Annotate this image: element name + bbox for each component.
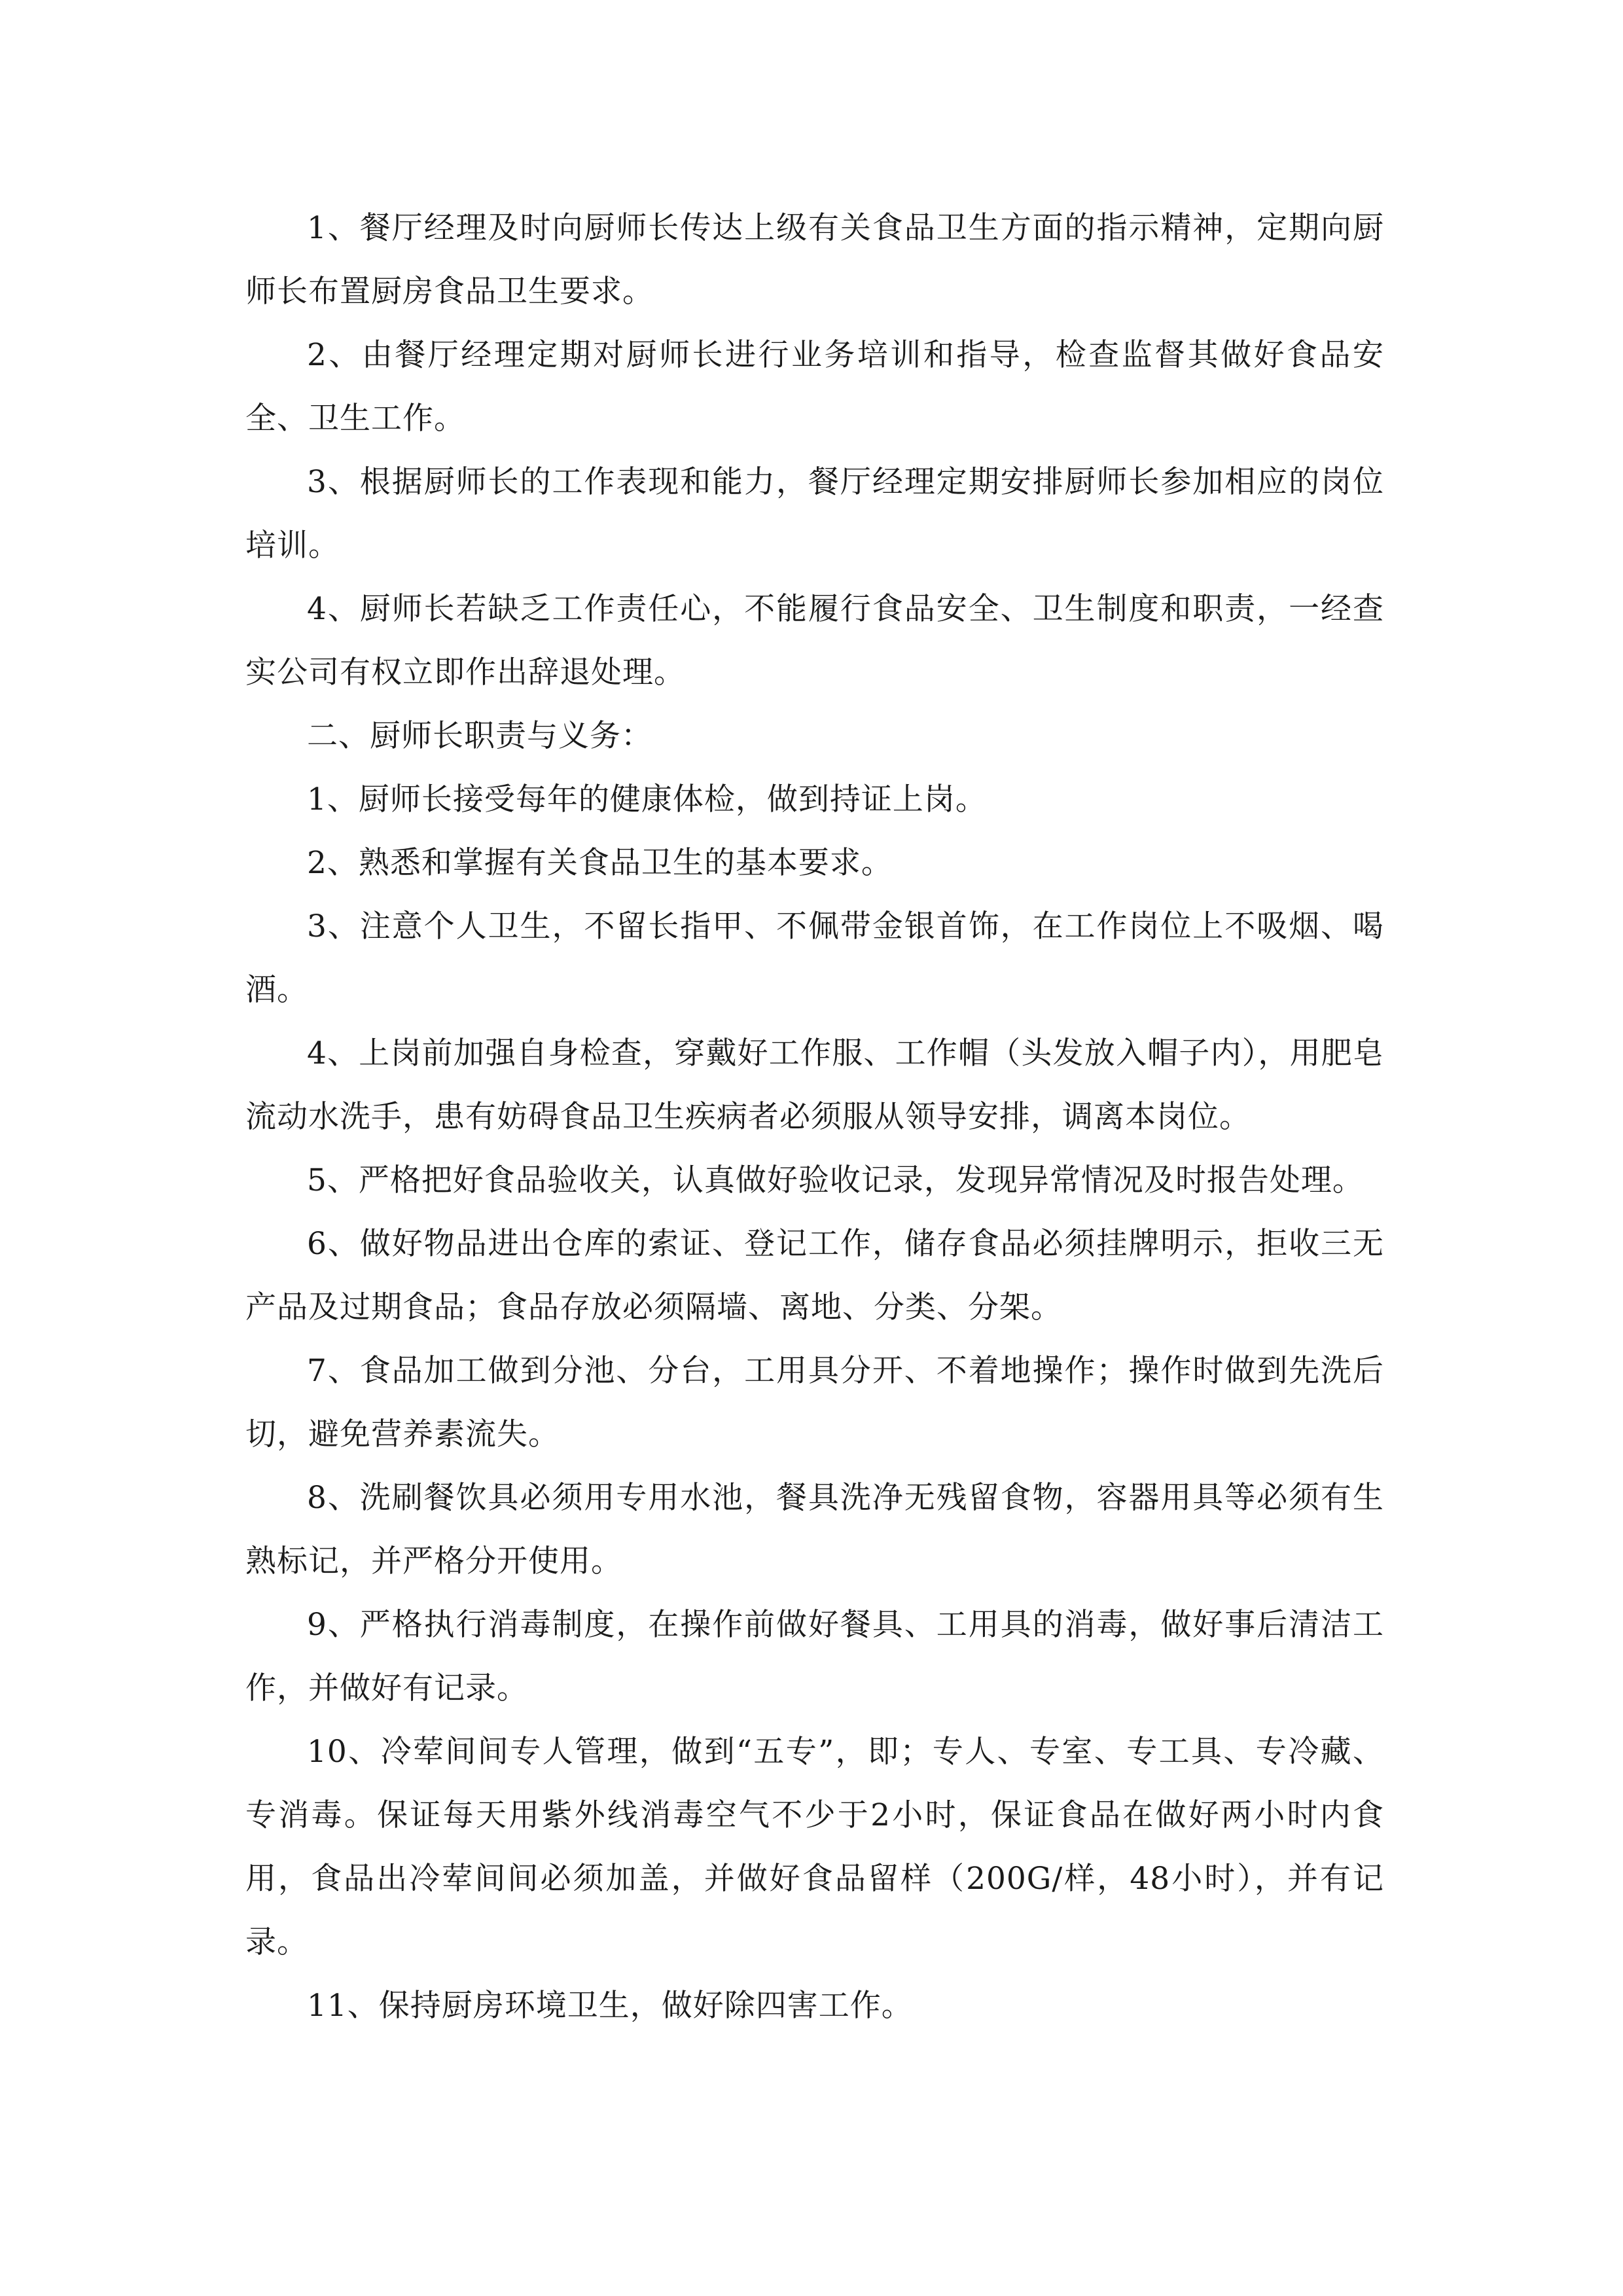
duty-item-1: 1、厨师长接受每年的健康体检，做到持证上岗。 xyxy=(307,781,987,817)
duty-item-4: 4、上岗前加强自身检查，穿戴好工作服、工作帽（头发放入帽子内），用肥皂流动水洗手，患有妨碍食品卫生疾病者必须服从领导安排，调离本岗位。 xyxy=(245,1035,1384,1135)
duty-item-2: 2、熟悉和掌握有关食品卫生的基本要求。 xyxy=(307,845,893,881)
duty-item-6: 6、做好物品进出仓库的索证、登记工作，储存食品必须挂牌明示，拒收三无产品及过期食品；食品存放必须隔墙、离地、分类、分架。 xyxy=(245,1226,1384,1325)
duty-item-11: 11、保持厨房环境卫生，做好除四害工作。 xyxy=(307,1988,913,2024)
duty-item-7: 7、食品加工做到分池、分台，工用具分开、不着地操作；操作时做到先洗后切，避免营养素流失。 xyxy=(245,1353,1384,1452)
section-heading: 二、厨师长职责与义务： xyxy=(307,718,652,754)
duty-item-8: 8、洗刷餐饮具必须用专用水池，餐具洗净无残留食物，容器用具等必须有生熟标记，并严格分开使用。 xyxy=(245,1480,1384,1579)
paragraph-1: 1、餐厅经理及时向厨师长传达上级有关食品卫生方面的指示精神，定期向厨师长布置厨房食品卫生要求。 xyxy=(245,210,1384,310)
document-page xyxy=(245,196,1384,2037)
paragraph-3: 3、根据厨师长的工作表现和能力，餐厅经理定期安排厨师长参加相应的岗位培训。 xyxy=(245,464,1384,564)
paragraph-2: 2、由餐厅经理定期对厨师长进行业务培训和指导，检查监督其做好食品安全、卫生工作。 xyxy=(245,337,1384,437)
paragraph-4: 4、厨师长若缺乏工作责任心，不能履行食品安全、卫生制度和职责，一经查实公司有权立即作出辞退处理。 xyxy=(245,591,1384,691)
duty-item-10: 10、冷荤间间专人管理，做到“五专”，即；专人、专室、专工具、专冷藏、专消毒。保证每天用紫外线消毒空气不少于2小时，保证食品在做好两小时内食用，食品出冷荤间间必须加盖，并做好食品留样（200G/样，48小时），并有记录。 xyxy=(245,1734,1384,1960)
duty-item-5: 5、严格把好食品验收关，认真做好验收记录，发现异常情况及时报告处理。 xyxy=(307,1162,1364,1198)
duty-item-9: 9、严格执行消毒制度，在操作前做好餐具、工用具的消毒，做好事后清洁工作，并做好有记录。 xyxy=(245,1607,1384,1706)
duty-item-3: 3、注意个人卫生，不留长指甲、不佩带金银首饰，在工作岗位上不吸烟、喝酒。 xyxy=(245,908,1384,1008)
